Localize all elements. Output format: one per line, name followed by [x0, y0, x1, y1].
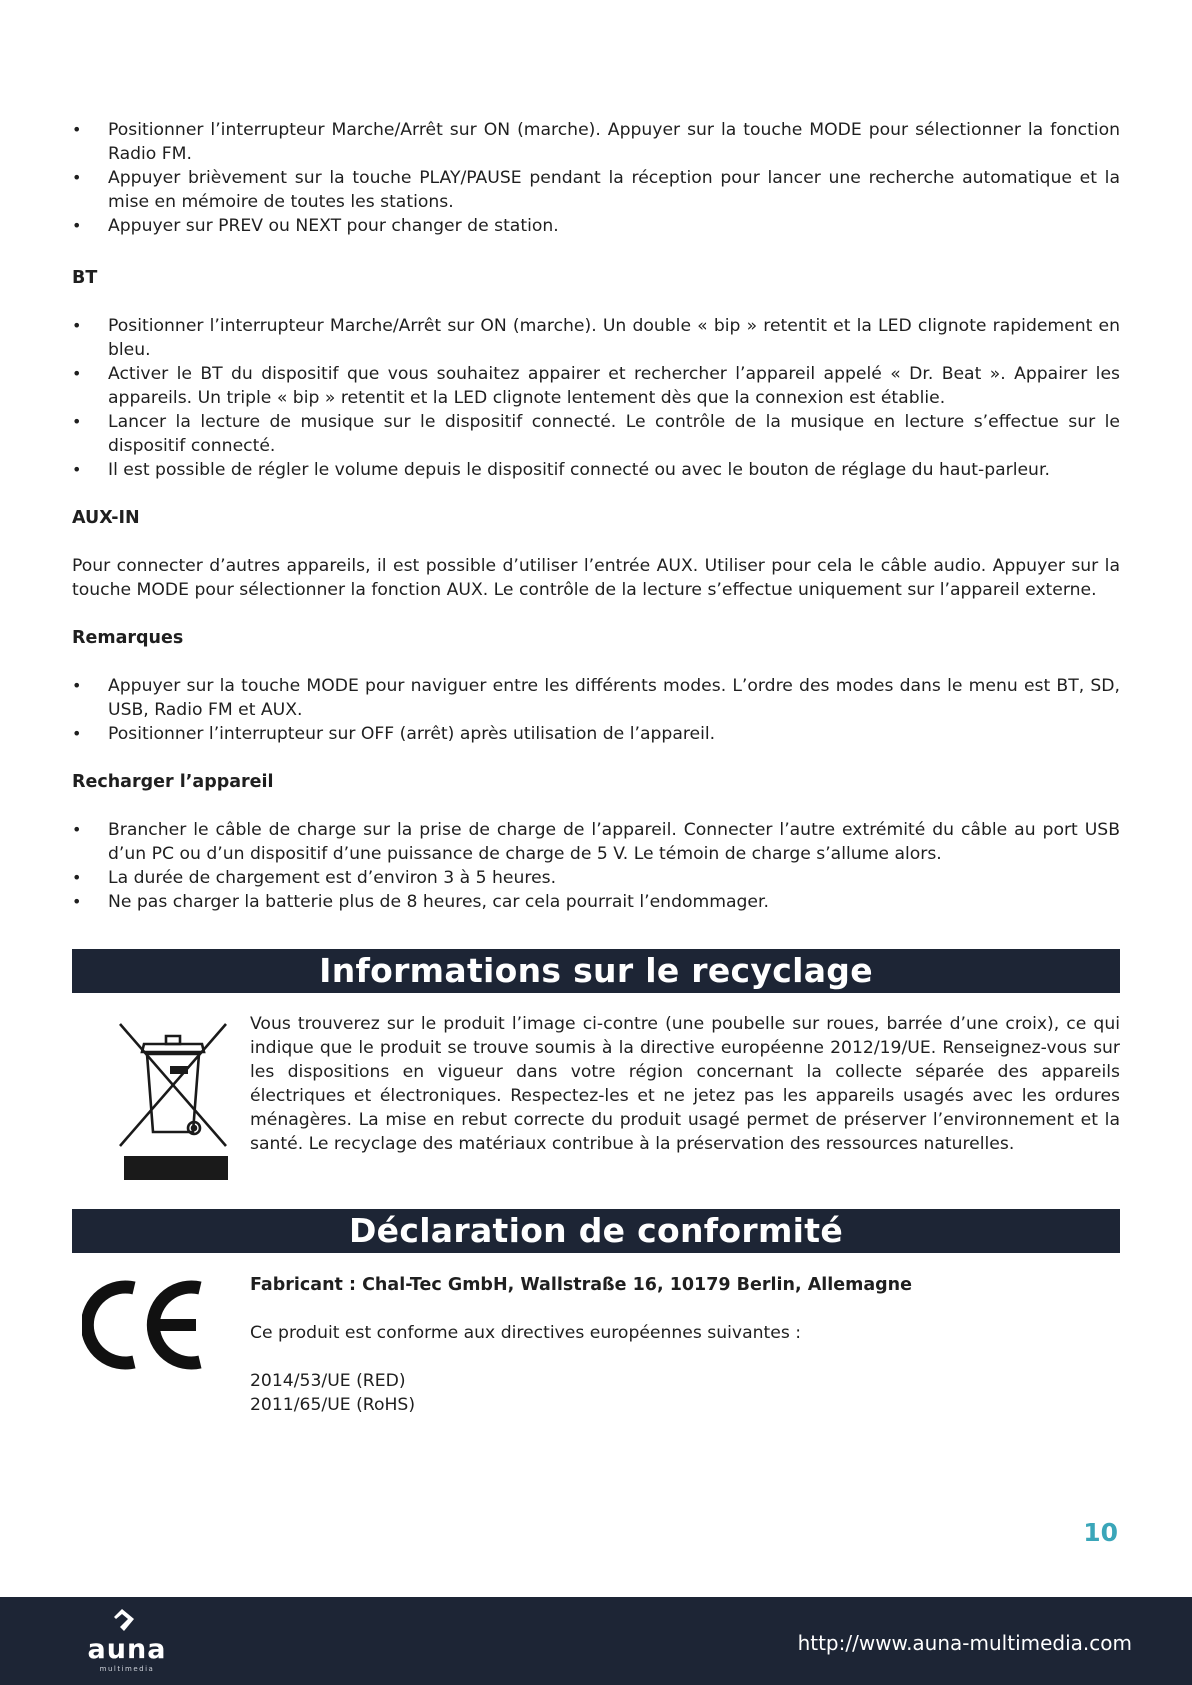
website-link[interactable]: http://www.auna-multimedia.com: [797, 1631, 1132, 1655]
recycling-banner: Informations sur le recyclage: [72, 949, 1120, 993]
section-title-remarks: Remarques: [72, 628, 184, 648]
section-title-charging: Recharger l’appareil: [72, 772, 274, 792]
manufacturer-line: Fabricant : Chal-Tec GmbH, Wallstraße 16, 10179 Berlin, Allemagne: [250, 1275, 913, 1295]
crossed-bin-icon: [114, 1018, 232, 1180]
declaration-banner: Déclaration de conformité: [72, 1209, 1120, 1253]
ce-mark-icon: [82, 1280, 206, 1370]
list-item: • Positionner l’interrupteur Marche/Arrêt sur ON (marche). Appuyer sur la touche MODE pour sélectionner la fonction Radio FM.: [72, 118, 1120, 166]
crossed-bin-graphic: [114, 1018, 232, 1180]
directive-item: 2014/53/UE (RED): [250, 1371, 406, 1391]
directives-intro: Ce produit est conforme aux directives européennes suivantes :: [250, 1323, 802, 1343]
bt-list: [72, 314, 1120, 482]
list-item: • Ne pas charger la batterie plus de 8 heures, car cela pourrait l’endommager.: [72, 890, 1120, 914]
section-title-aux: AUX-IN: [72, 508, 140, 528]
declaration-block: [250, 1273, 1120, 1417]
recycling-paragraph: [250, 1012, 1120, 1156]
list-item: • Appuyer sur PREV ou NEXT pour changer de station.: [72, 214, 1120, 238]
directive-item: 2011/65/UE (RoHS): [250, 1395, 416, 1415]
aux-paragraph: Pour connecter d’autres appareils, il est possible d’utiliser l’entrée AUX. Utiliser pour cela le câble audio. Appuyer sur la touche MODE pour sélectionner la fonction AUX. Le contrôle de la lecture s’effectue uniquement sur l’appareil externe.: [72, 556, 1120, 600]
remarks-list: [72, 674, 1120, 746]
list-item: • Il est possible de régler le volume depuis le dispositif connecté ou avec le bouton de réglage du haut-parleur.: [72, 458, 1120, 482]
logo-wordmark: auna: [87, 1634, 167, 1665]
list-item: • Lancer la lecture de musique sur le dispositif connecté. Le contrôle de la musique en lecture s’effectue sur le dispositif connecté.: [72, 410, 1120, 458]
list-item: • Appuyer brièvement sur la touche PLAY/PAUSE pendant la réception pour lancer une recherche automatique et la mise en mémoire de toutes les stations.: [72, 166, 1120, 214]
ce-mark-graphic: [82, 1280, 206, 1370]
section-title-bt: BT: [72, 268, 98, 288]
page-number: 10: [1083, 1518, 1118, 1547]
recycling-text: Vous trouverez sur le produit l’image ci-contre (une poubelle sur roues, barrée d’une croix), ce qui indique que le produit se trouve soumis à la directive européenne 2012/19/UE. Renseignez-vous sur les dispositions en vigueur dans votre région concernant la collecte séparée des appareils électriques et électroniques. Respectez-les et ne jetez pas les appareils usagés avec les ordures ménagères. La mise en rebut correcte du produit usagé permet de préserver l’environnement et la santé. Le recyclage des matériaux contribue à la préservation des ressources naturelles.: [250, 1014, 1120, 1154]
list-item: • Brancher le câble de charge sur la prise de charge de l’appareil. Connecter l’autre extrémité du câble au port USB d’un PC ou d’un dispositif d’une puissance de charge de 5 V. Le témoin de charge s’allume alors.: [72, 818, 1120, 866]
list-item: • Appuyer sur la touche MODE pour naviguer entre les différents modes. L’ordre des modes dans le menu est BT, SD, USB, Radio FM et AUX.: [72, 674, 1120, 722]
list-item: • Positionner l’interrupteur sur OFF (arrêt) après utilisation de l’appareil.: [72, 722, 1120, 746]
list-item: • La durée de chargement est d’environ 3 à 5 heures.: [72, 866, 1120, 890]
list-item: • Activer le BT du dispositif que vous souhaitez appairer et rechercher l’appareil appelé « Dr. Beat ». Appairer les appareils. Un triple « bip » retentit et la LED clignote lentement dès que la connexion est établie.: [72, 362, 1120, 410]
charging-list: [72, 818, 1120, 914]
list-item: • Positionner l’interrupteur Marche/Arrêt sur ON (marche). Un double « bip » retentit et la LED clignote rapidement en bleu.: [72, 314, 1120, 362]
footer-bar: [0, 1597, 1192, 1685]
logo-subtitle: multimedia: [99, 1665, 155, 1673]
fm-radio-list: [72, 118, 1120, 238]
auna-logo: [70, 1605, 184, 1677]
